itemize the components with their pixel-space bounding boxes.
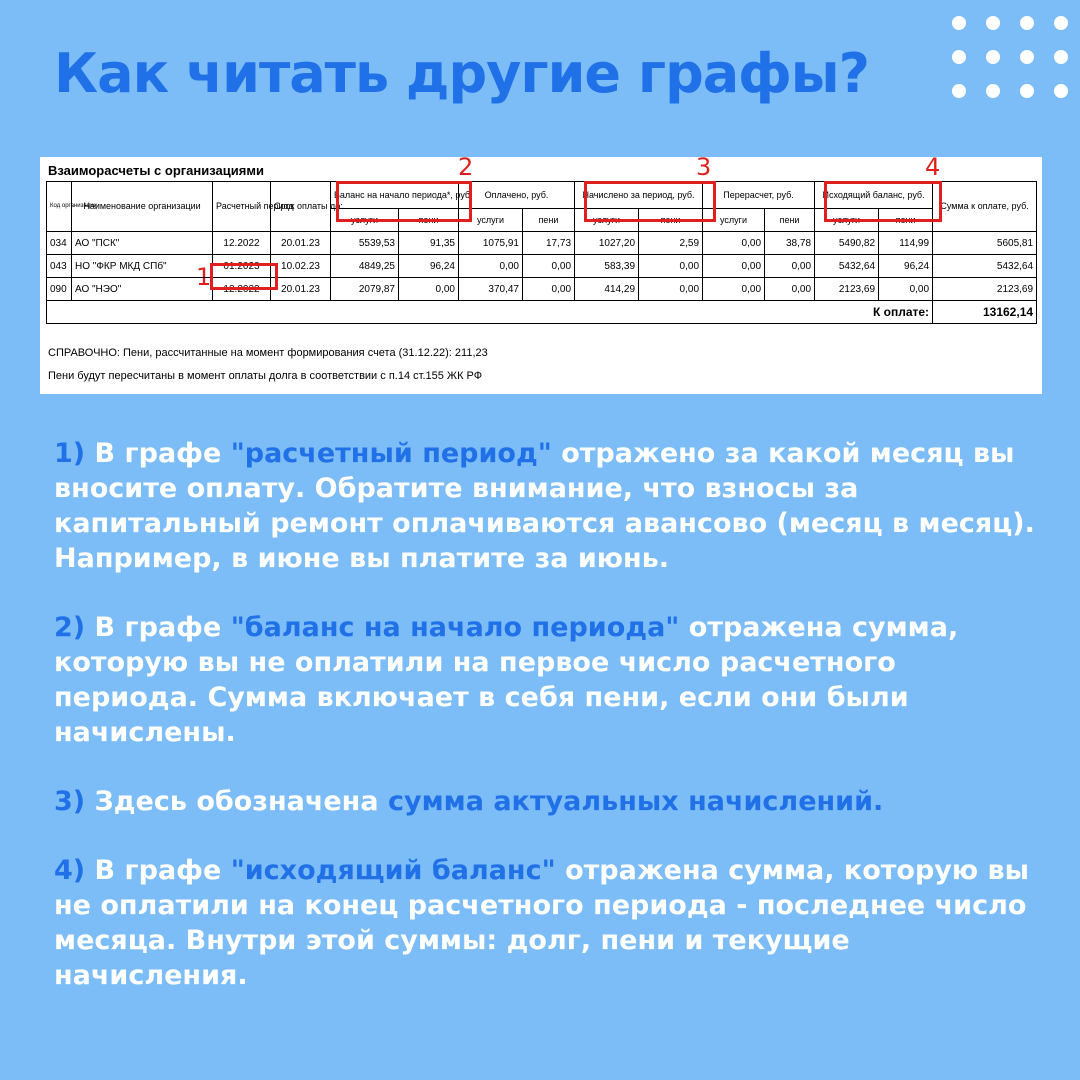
paragraph-number: 1)	[54, 438, 86, 469]
decorative-dot	[952, 84, 966, 98]
subheader-services: услуги	[459, 209, 523, 232]
header-due: Срок оплаты до:	[271, 182, 331, 232]
cell-closing-services: 2123,69	[815, 278, 879, 301]
cell-total: 5432,64	[933, 255, 1037, 278]
highlight-box-closing-balance	[824, 181, 942, 222]
annotation-mark-3: 3	[696, 153, 712, 181]
decorative-dot	[952, 50, 966, 64]
subheader-penalty: пени	[765, 209, 815, 232]
header-total: Сумма к оплате, руб.	[933, 182, 1037, 232]
explanation-paragraph-1	[54, 436, 1044, 576]
decorative-dot	[1054, 50, 1068, 64]
decorative-dot	[1020, 16, 1034, 30]
cell-closing-penalty: 114,99	[879, 232, 933, 255]
subheader-penalty: пени	[879, 209, 933, 232]
paragraph-lead: Здесь обозначена	[85, 786, 388, 817]
decorative-dot	[952, 16, 966, 30]
cell-charged-services: 414,29	[575, 278, 639, 301]
paragraph-lead: В графе	[85, 438, 231, 469]
cell-charged-penalty: 2,59	[639, 232, 703, 255]
cell-recalc-services: 0,00	[703, 278, 765, 301]
cell-name: АО "НЭО"	[72, 278, 213, 301]
decorative-dot-grid	[952, 16, 1068, 98]
cell-opening-services: 4849,25	[331, 255, 399, 278]
decorative-dot	[1054, 16, 1068, 30]
cell-period: 12.2022	[213, 232, 271, 255]
subheader-services: услуги	[575, 209, 639, 232]
cell-closing-penalty: 96,24	[879, 255, 933, 278]
cell-opening-services: 5539,53	[331, 232, 399, 255]
explanation-paragraph-2	[54, 610, 1044, 750]
page-title: Как читать другие графы?	[54, 42, 869, 105]
highlight-box-period	[210, 263, 278, 290]
cell-closing-services: 5432,64	[815, 255, 879, 278]
paragraph-highlight: "исходящий баланс"	[230, 855, 556, 886]
subheader-services: услуги	[331, 209, 399, 232]
paragraph-lead: В графе	[85, 612, 231, 643]
total-row	[47, 301, 1037, 324]
decorative-dot	[986, 16, 1000, 30]
paragraph-number: 3)	[54, 786, 86, 817]
cell-recalc-penalty: 38,78	[765, 232, 815, 255]
total-label: К оплате:	[47, 301, 933, 324]
cell-charged-penalty: 0,00	[639, 278, 703, 301]
decorative-dot	[986, 50, 1000, 64]
cell-total: 5605,81	[933, 232, 1037, 255]
explanation-paragraph-4	[54, 853, 1044, 993]
cell-paid-penalty: 17,73	[523, 232, 575, 255]
paragraph-number: 4)	[54, 855, 86, 886]
header-period: Расчетный период	[213, 182, 271, 232]
subheader-penalty: пени	[639, 209, 703, 232]
paragraph-highlight: "расчетный период"	[230, 438, 552, 469]
subheader-services: услуги	[703, 209, 765, 232]
cell-due: 20.01.23	[271, 278, 331, 301]
cell-closing-penalty: 0,00	[879, 278, 933, 301]
cell-paid-penalty: 0,00	[523, 255, 575, 278]
paragraph-highlight: "баланс на начало периода"	[230, 612, 680, 643]
cell-opening-services: 2079,87	[331, 278, 399, 301]
highlight-box-charged	[584, 181, 716, 222]
header-code: Код организации	[47, 182, 72, 232]
cell-closing-services: 5490,82	[815, 232, 879, 255]
explanation-paragraph-3	[54, 784, 1044, 819]
cell-code: 090	[47, 278, 72, 301]
table-row	[47, 278, 1037, 301]
decorative-dot	[1020, 84, 1034, 98]
cell-opening-penalty: 0,00	[399, 278, 459, 301]
header-charged: Начислено за период, руб.	[575, 182, 703, 209]
cell-recalc-services: 0,00	[703, 232, 765, 255]
subheader-penalty: пени	[523, 209, 575, 232]
cell-period: 12.2022	[213, 278, 271, 301]
cell-opening-penalty: 96,24	[399, 255, 459, 278]
cell-period: 01.2023	[213, 255, 271, 278]
settlements-document-image	[40, 153, 1042, 394]
explanation-text	[54, 436, 1044, 1027]
document-heading: Взаиморасчеты с организациями	[48, 163, 264, 178]
cell-recalc-penalty: 0,00	[765, 255, 815, 278]
header-name: Наименование организации	[72, 182, 213, 232]
cell-name: НО "ФКР МКД СПб"	[72, 255, 213, 278]
cell-charged-penalty: 0,00	[639, 255, 703, 278]
cell-recalc-penalty: 0,00	[765, 278, 815, 301]
table-row	[47, 255, 1037, 278]
paragraph-rest: отражена сумма, которую вы не оплатили на первое число расчетного периода. Сумма включает в себя пени, если они были начислены.	[54, 612, 959, 748]
cell-code: 034	[47, 232, 72, 255]
header-recalc: Перерасчет, руб.	[703, 182, 815, 209]
cell-due: 20.01.23	[271, 232, 331, 255]
cell-paid-penalty: 0,00	[523, 278, 575, 301]
cell-due: 10.02.23	[271, 255, 331, 278]
document-note-penalty: Пени будут пересчитаны в момент оплаты долга в соответствии с п.14 ст.155 ЖК РФ	[48, 370, 483, 382]
cell-paid-services: 0,00	[459, 255, 523, 278]
document-note-reference: СПРАВОЧНО: Пени, рассчитанные на момент формирования счета (31.12.22): 211,23	[48, 347, 488, 359]
paragraph-highlight: сумма актуальных начислений.	[387, 786, 884, 817]
decorative-dot	[986, 84, 1000, 98]
cell-opening-penalty: 91,35	[399, 232, 459, 255]
annotation-mark-4: 4	[925, 153, 941, 181]
cell-paid-services: 370,47	[459, 278, 523, 301]
header-paid: Оплачено, руб.	[459, 182, 575, 209]
subheader-services: услуги	[815, 209, 879, 232]
annotation-mark-1: 1	[196, 263, 212, 291]
decorative-dot	[1020, 50, 1034, 64]
cell-charged-services: 583,39	[575, 255, 639, 278]
cell-recalc-services: 0,00	[703, 255, 765, 278]
annotation-mark-2: 2	[458, 153, 474, 181]
cell-code: 043	[47, 255, 72, 278]
header-closing-balance: Исходящий баланс, руб.	[815, 182, 933, 209]
paragraph-rest: отражено за какой месяц вы вносите оплату. Обратите внимание, что взносы за капитальный ремонт оплачиваются авансово (месяц в месяц). Например, в июне вы платите за июнь.	[54, 438, 1035, 574]
subheader-penalty: пени	[399, 209, 459, 232]
paragraph-rest: отражена сумма, которую вы не оплатили на конец расчетного периода - последнее число месяца. Внутри этой суммы: долг, пени и текущие начисления.	[54, 855, 1030, 991]
highlight-box-opening-balance	[336, 181, 472, 222]
table-row	[47, 232, 1037, 255]
total-value: 13162,14	[933, 301, 1037, 324]
paragraph-number: 2)	[54, 612, 86, 643]
header-opening-balance: Баланс на начало периода*, руб.	[331, 182, 459, 209]
cell-paid-services: 1075,91	[459, 232, 523, 255]
decorative-dot	[1054, 84, 1068, 98]
paragraph-lead: В графе	[85, 855, 231, 886]
cell-charged-services: 1027,20	[575, 232, 639, 255]
cell-total: 2123,69	[933, 278, 1037, 301]
cell-name: АО "ПСК"	[72, 232, 213, 255]
